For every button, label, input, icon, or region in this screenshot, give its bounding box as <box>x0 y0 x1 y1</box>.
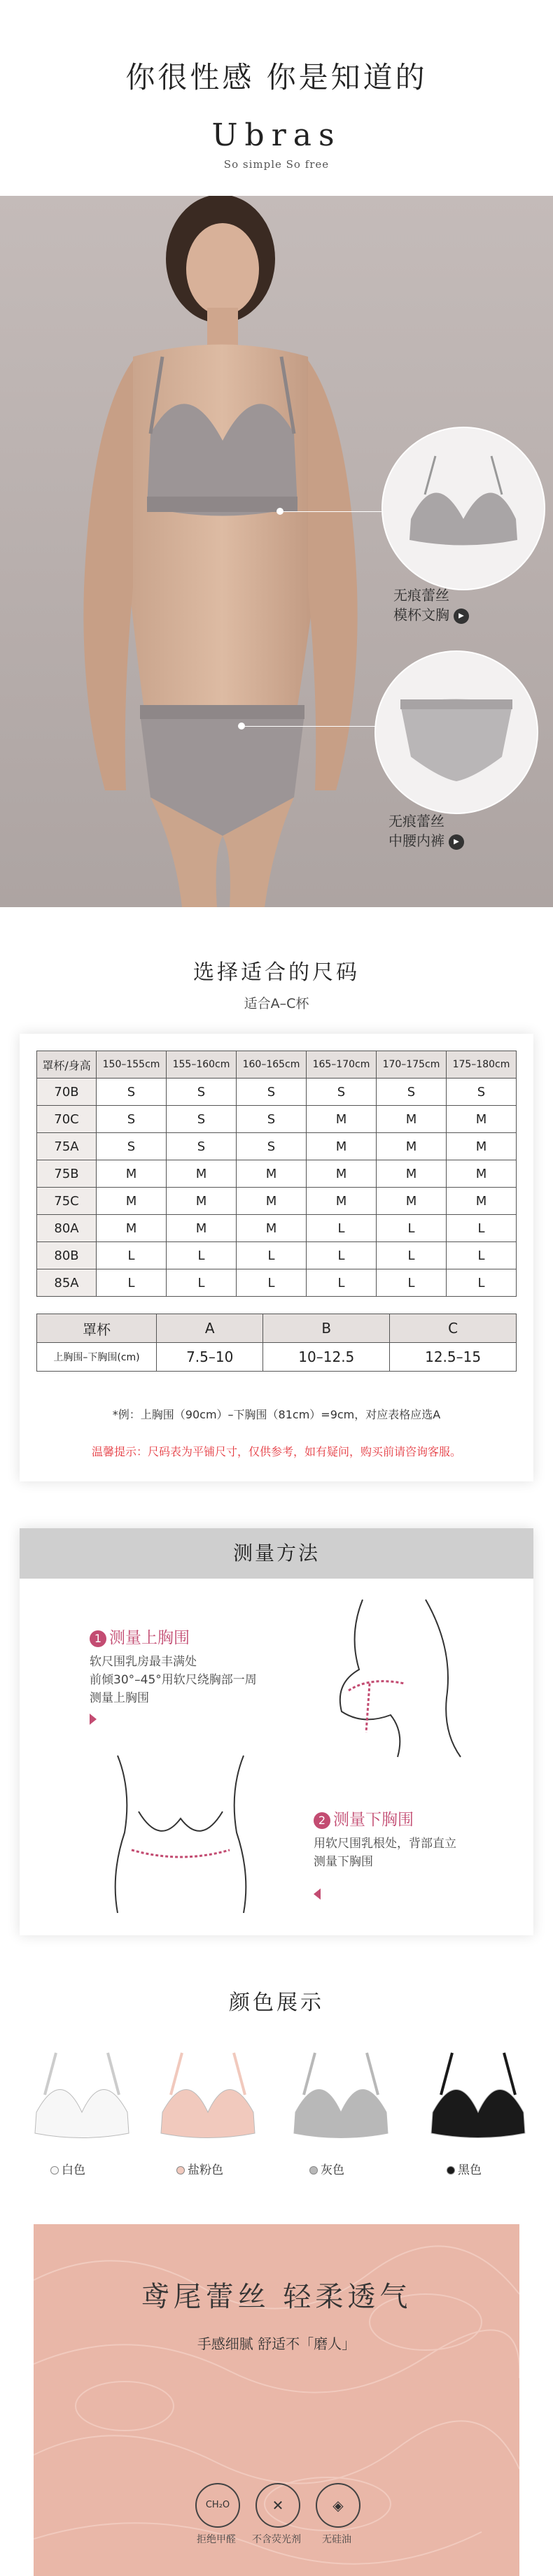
color-dot-icon <box>309 2166 318 2175</box>
formaldehyde-free-icon: CH₂O <box>195 2483 240 2528</box>
size-table-row <box>37 1269 517 1297</box>
bra-thumbnail[interactable] <box>382 427 545 590</box>
lace-subtitle: 手感细腻 舒适不「磨人」 <box>197 2335 356 2352</box>
brand-logo: Ubras <box>211 118 342 153</box>
size-cell: M <box>237 1188 307 1215</box>
callout-dot-panty <box>238 723 245 730</box>
size-cell: M <box>97 1160 167 1188</box>
size-cell: L <box>237 1269 307 1297</box>
color-swatch-1[interactable] <box>155 2046 260 2144</box>
callout-panty-line2: 中腰内裤 <box>388 832 444 849</box>
callout-panty-line1: 无痕蕾丝 <box>388 813 444 830</box>
size-cell: L <box>306 1242 376 1269</box>
size-cell: L <box>376 1242 446 1269</box>
size-table-row <box>37 1106 517 1133</box>
size-cell: L <box>446 1215 516 1242</box>
measure-card <box>20 1528 533 1935</box>
size-table-row <box>37 1079 517 1106</box>
size-cell: S <box>167 1079 237 1106</box>
no-fluorescent-icon: ✕ <box>255 2483 300 2528</box>
step1-line: 测量上胸围 <box>90 1691 149 1705</box>
size-cell: S <box>446 1079 516 1106</box>
size-cell: S <box>167 1133 237 1160</box>
bra-color-image <box>426 2046 531 2144</box>
lace-banner <box>34 2224 519 2576</box>
size-cell: S <box>97 1133 167 1160</box>
color-swatch-2[interactable] <box>288 2046 393 2144</box>
size-cell: L <box>306 1269 376 1297</box>
size-cell: L <box>167 1269 237 1297</box>
size-cell: M <box>237 1160 307 1188</box>
size-cell: M <box>97 1215 167 1242</box>
size-cell: L <box>446 1269 516 1297</box>
panty-thumbnail-image <box>376 652 537 813</box>
step1-description <box>90 1653 257 1707</box>
silicone-free-icon: ◈ <box>316 2483 360 2528</box>
size-cell: M <box>446 1188 516 1215</box>
size-cell: M <box>446 1133 516 1160</box>
size-cell: L <box>167 1242 237 1269</box>
bra-color-image <box>155 2046 260 2144</box>
step1-arrow-icon <box>90 1714 97 1725</box>
colors-section-title: 颜色展示 <box>229 1991 324 2015</box>
size-cell: M <box>376 1188 446 1215</box>
color-name: 灰色 <box>321 2163 344 2177</box>
size-cell: L <box>237 1242 307 1269</box>
size-row-label: 70B <box>37 1079 97 1106</box>
color-swatch-0[interactable] <box>29 2046 134 2144</box>
bra-color-image <box>288 2046 393 2144</box>
color-dot-icon <box>50 2166 59 2175</box>
size-header-cell: 170–175cm <box>376 1051 446 1079</box>
cup-cell: 10–12.5 <box>263 1343 390 1372</box>
color-name: 白色 <box>62 2163 85 2177</box>
lace-title: 鸢尾蕾丝 轻柔透气 <box>141 2281 412 2313</box>
measure-lower-illustration <box>90 1749 272 1916</box>
size-cell: L <box>97 1242 167 1269</box>
size-table-row <box>37 1242 517 1269</box>
cup-table <box>36 1314 517 1372</box>
step1-title-text: 测量上胸围 <box>109 1629 190 1647</box>
size-cell: L <box>306 1215 376 1242</box>
color-dot-icon <box>447 2166 455 2175</box>
hero-section <box>0 196 553 907</box>
size-table-row <box>37 1160 517 1188</box>
cup-cell: 7.5–10 <box>157 1343 263 1372</box>
size-table-row <box>37 1133 517 1160</box>
size-header-cell: 150–155cm <box>97 1051 167 1079</box>
color-name: 黑色 <box>458 2163 482 2177</box>
size-cell: S <box>167 1106 237 1133</box>
size-cell: M <box>167 1215 237 1242</box>
color-label <box>447 2160 482 2177</box>
size-cell: L <box>376 1269 446 1297</box>
bra-color-image <box>29 2046 134 2144</box>
size-section-title: 选择适合的尺码 <box>193 960 360 985</box>
size-cell: M <box>376 1106 446 1133</box>
callout-label-panty[interactable] <box>388 811 464 851</box>
size-header-cell: 165–170cm <box>306 1051 376 1079</box>
size-cell: L <box>376 1215 446 1242</box>
size-cell: S <box>97 1079 167 1106</box>
size-cell: M <box>306 1106 376 1133</box>
step2-description <box>314 1835 456 1871</box>
callout-label-bra[interactable] <box>393 585 469 625</box>
size-table-row <box>37 1188 517 1215</box>
size-card <box>20 1034 533 1481</box>
size-example-note: *例：上胸围（90cm）–下胸围（81cm）=9cm，对应表格应选A <box>112 1408 441 1421</box>
size-row-label: 75A <box>37 1133 97 1160</box>
size-cell: S <box>237 1106 307 1133</box>
size-row-label: 85A <box>37 1269 97 1297</box>
step2-title <box>314 1807 414 1830</box>
size-cell: M <box>376 1133 446 1160</box>
step1-line: 软尺围乳房最丰满处 <box>90 1655 197 1669</box>
size-cell: M <box>446 1160 516 1188</box>
cup-header-cell: A <box>157 1314 263 1343</box>
feature-label: 不含荧光剂 <box>252 2534 301 2545</box>
feature-label: 拒绝甲醛 <box>197 2534 236 2545</box>
size-cell: M <box>306 1160 376 1188</box>
size-row-label: 75C <box>37 1188 97 1215</box>
size-header-cell: 155–160cm <box>167 1051 237 1079</box>
cup-row-label: 上胸围–下胸围(cm) <box>37 1343 157 1372</box>
cup-header-cell: 罩杯 <box>37 1314 157 1343</box>
step2-line: 用软尺围乳根处，背部直立 <box>314 1837 456 1851</box>
step1-number: 1 <box>90 1630 106 1647</box>
step2-line: 测量下胸围 <box>314 1855 373 1869</box>
size-row-label: 80A <box>37 1215 97 1242</box>
size-header-cell: 175–180cm <box>446 1051 516 1079</box>
size-cell: M <box>306 1188 376 1215</box>
size-header-cell: 罩杯/身高 <box>37 1051 97 1079</box>
cup-table-header <box>37 1314 517 1343</box>
feature-label: 无硅油 <box>322 2534 351 2545</box>
size-section-subtitle: 适合A–C杯 <box>244 996 309 1011</box>
size-row-label: 70C <box>37 1106 97 1133</box>
size-warning: 温馨提示：尺码表为平铺尺寸，仅供参考，如有疑问，购买前请咨询客服。 <box>91 1445 461 1458</box>
size-cell: M <box>167 1160 237 1188</box>
color-label <box>50 2160 85 2177</box>
panty-thumbnail[interactable] <box>374 650 538 814</box>
size-table-header <box>37 1051 517 1079</box>
step2-title-text: 测量下胸围 <box>333 1811 414 1829</box>
size-cell: L <box>446 1242 516 1269</box>
color-name: 盐粉色 <box>188 2163 223 2177</box>
cup-header-cell: B <box>263 1314 390 1343</box>
step1-line: 前倾30°–45°用软尺绕胸部一周 <box>90 1673 257 1687</box>
cup-table-row <box>37 1343 517 1372</box>
cup-cell: 12.5–15 <box>390 1343 517 1372</box>
play-icon[interactable]: ▶ <box>454 609 469 624</box>
size-cell: S <box>237 1133 307 1160</box>
brand-tagline: So simple So free <box>223 158 330 171</box>
callout-line-panty <box>245 726 382 727</box>
size-table-row <box>37 1215 517 1242</box>
callout-dot-bra <box>276 508 284 515</box>
callout-line-bra <box>284 511 382 512</box>
step2-arrow-icon <box>314 1888 321 1900</box>
size-cell: M <box>446 1106 516 1133</box>
step2-number: 2 <box>314 1812 330 1829</box>
size-cell: M <box>97 1188 167 1215</box>
callout-bra-line1: 无痕蕾丝 <box>393 587 449 604</box>
color-label <box>309 2160 344 2177</box>
color-label <box>176 2160 223 2177</box>
callout-bra-line2: 模杯文胸 <box>393 606 449 623</box>
size-cell: M <box>306 1133 376 1160</box>
size-cell: L <box>97 1269 167 1297</box>
size-cell: S <box>306 1079 376 1106</box>
size-cell: M <box>376 1160 446 1188</box>
measure-title-bar: 测量方法 <box>20 1528 533 1579</box>
measure-upper-illustration <box>321 1593 496 1760</box>
color-swatch-3[interactable] <box>426 2046 531 2144</box>
headline: 你很性感 你是知道的 <box>125 60 428 94</box>
size-cell: S <box>376 1079 446 1106</box>
cup-header-cell: C <box>390 1314 517 1343</box>
bra-thumbnail-image <box>383 428 544 589</box>
size-header-cell: 160–165cm <box>237 1051 307 1079</box>
play-icon[interactable]: ▶ <box>449 834 464 850</box>
step1-title <box>90 1625 190 1648</box>
size-cell: S <box>237 1079 307 1106</box>
size-cell: S <box>97 1106 167 1133</box>
color-dot-icon <box>176 2166 185 2175</box>
size-cell: M <box>167 1188 237 1215</box>
size-cell: M <box>237 1215 307 1242</box>
size-row-label: 80B <box>37 1242 97 1269</box>
size-table <box>36 1051 517 1297</box>
size-row-label: 75B <box>37 1160 97 1188</box>
